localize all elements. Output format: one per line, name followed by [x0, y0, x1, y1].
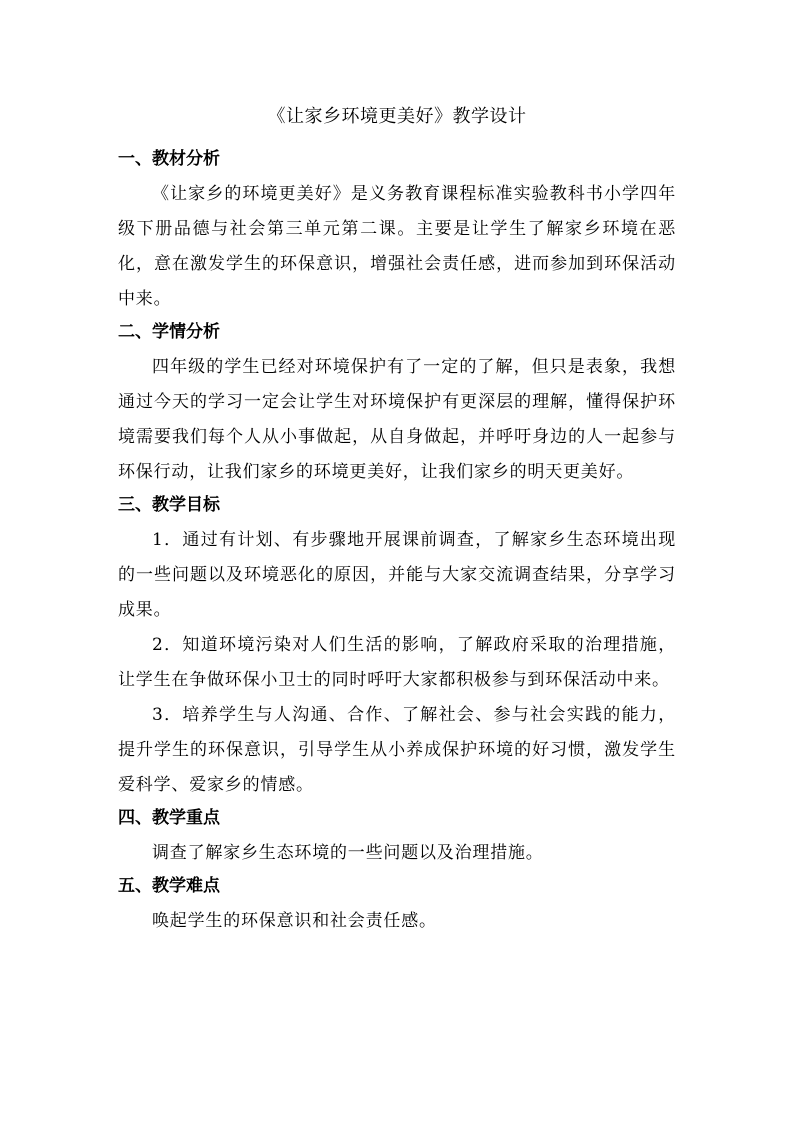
document-title: 《让家乡环境更美好》教学设计 [267, 106, 527, 127]
section-teaching-goals [118, 490, 676, 803]
goal-item-2: 2．知道环境污染对人们生活的影响，了解政府采取的治理措施，让学生在争做环保小卫士的同时呼吁大家都积极参与到环保活动中来。 [118, 635, 676, 690]
section-heading: 一、教材分析 [118, 149, 220, 169]
document-body [118, 144, 676, 939]
section-student-analysis [118, 317, 676, 490]
section-heading: 二、学情分析 [118, 322, 220, 342]
paragraph: 四年级的学生已经对环境保护有了一定的了解，但只是表象，我想通过今天的学习一定会让学生对环境保护有更深层的理解，懂得保护环境需要我们每个人从小事做起，从自身做起，并呼吁身边的人一起参与环保行动，让我们家乡的环境更美好，让我们家乡的明天更美好。 [118, 357, 676, 482]
section-key-points [118, 803, 676, 871]
section-textbook-analysis [118, 144, 676, 317]
goal-item-1: 1．通过有计划、有步骤地开展课前调查，了解家乡生态环境出现的一些问题以及环境恶化的原因，并能与大家交流调查结果，分享学习成果。 [118, 530, 676, 620]
paragraph: 调查了解家乡生态环境的一些问题以及治理措施。 [152, 843, 544, 863]
paragraph: 唤起学生的环保意识和社会责任感。 [152, 911, 437, 931]
paragraph: 《让家乡的环境更美好》是义务教育课程标准实验教科书小学四年级下册品德与社会第三单元第二课。主要是让学生了解家乡环境在恶化，意在激发学生的环保意识，增强社会责任感，进而参加到环保活动中来。 [118, 184, 676, 309]
section-difficulties [118, 871, 676, 939]
goal-item-3: 3．培养学生与人沟通、合作、了解社会、参与社会实践的能力，提升学生的环保意识，引导学生从小养成保护环境的好习惯，激发学生爱科学、爱家乡的情感。 [118, 705, 676, 795]
section-heading: 四、教学重点 [118, 808, 220, 828]
section-heading: 五、教学难点 [118, 876, 220, 896]
section-heading: 三、教学目标 [118, 495, 220, 515]
